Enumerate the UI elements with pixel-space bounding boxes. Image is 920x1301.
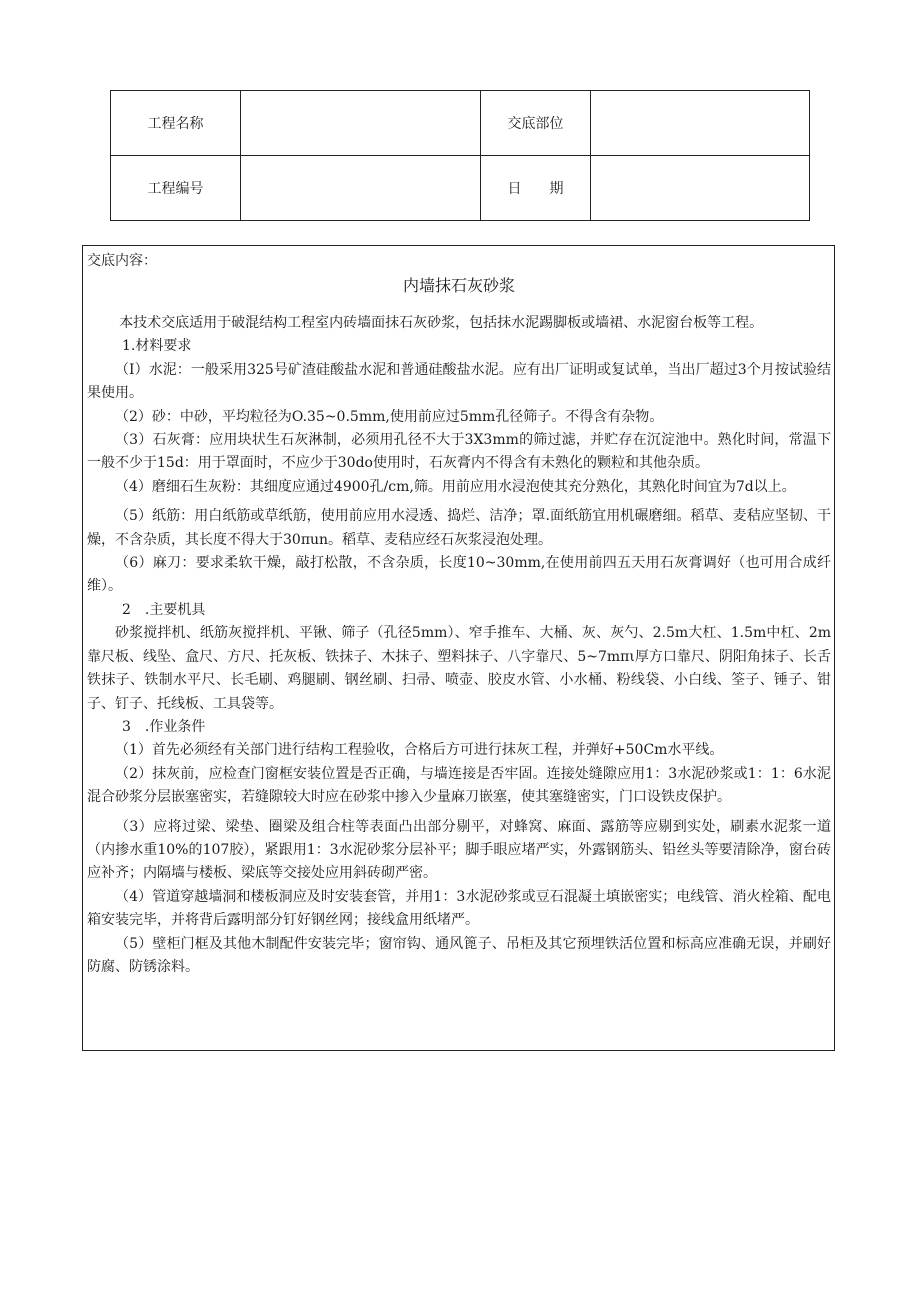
handover-part-value (591, 91, 810, 156)
handover-part-label: 交底部位 (481, 91, 591, 156)
date-value (591, 156, 810, 221)
project-name-value (241, 91, 481, 156)
date-label: 日 期 (481, 156, 591, 221)
tools-list: 砂浆搅拌机、纸筋灰搅拌机、平锹、筛子（孔径5mm）、窄手推车、大桶、灰、灰勺、2.5m大杠、1.5m中杠、2m靠尺板、线坠、盒尺、方尺、托灰板、铁抹子、木抹子、塑料抹子、八字靠尺、5~7mπι厚方口靠尺、阴阳角抹子、长舌铁抹子、铁制水平尺、长毛刷、鸡腿刷、钢丝刷、扫帚、喷壶、胶皮水管、小水桶、粉线袋、小白线、筌子、锤子、钳子、钉子、托线板、工具袋等。 (87, 625, 831, 712)
conditions-item-5: （5）壁柜门框及其他木制配件安装完毕；窗帘钩、通风篦子、吊柜及其它预埋铁活位置和标高应准确无误，并刷好防腐、防锈涂料。 (87, 935, 831, 975)
project-number-label: 工程编号 (111, 156, 241, 221)
content-box (82, 245, 835, 1051)
section-heading-materials: 1.材料要求 (122, 338, 192, 355)
materials-item-paper-fiber: （5）纸筋：用白纸筋或草纸筋，使用前应用水浸透、捣烂、洁净；罩.面纸筋宜用机碾磨细。稻草、麦秸应坚韧、干燥，不含杂质，其长度不得大于30πun。稻草、麦秸应经石灰浆浸泡处理。 (87, 508, 831, 548)
materials-item-lime-powder: （4）磨细石生灰粉：其细度应通过4900孔/cm,筛。用前应用水浸泡使其充分熟化，其熟化时间宜为7d以上。 (115, 478, 796, 495)
conditions-item-1: （1）首先必须经有关部门进行结构工程验收，合格后方可进行抹灰工程，并弹好+50Cm水平线。 (115, 742, 724, 759)
section-heading-tools: 2 .主要机具 (122, 601, 206, 618)
header-row-2 (111, 156, 810, 221)
content-label: 交底内容： (87, 253, 157, 269)
conditions-item-3: （3）应将过梁、梁垫、圈梁及组合柱等表面凸出部分剔平，对蜂窝、麻面、露筋等应剔到实处，刷素水泥浆一道（内掺水重10%的107胶），紧跟用1：3水泥砂浆分层补平；脚手眼应堵严实，外露钢筋头、铅丝头等要清除净，窗台砖应补齐；内隔墙与楼板、梁底等交接处应用斜砖砌严密。 (87, 818, 831, 882)
materials-item-lime-paste: （3）石灰膏：应用块状生石灰淋制，必须用孔径不大于3X3mm的筛过滤，并贮存在沉淀池中。熟化时间，常温下一般不少于15d：用于罩面时，不应少于30do使用时，石灰膏内不得含有未熟化的颗粒和其他杂质。 (87, 432, 831, 472)
intro-paragraph: 本技术交底适用于破混结构工程室内砖墙面抹石灰砂浆，包括抹水泥踢脚板或墙裙、水泥窗台板等工程。 (119, 315, 764, 331)
project-number-value (241, 156, 481, 221)
conditions-item-2: （2）抹灰前，应检查门窗框安装位置是否正确，与墙连接是否牢固。连接处缝隙应用1：3水泥砂浆或1：1：6水泥混合砂浆分层嵌塞密实，若缝隙较大时应在砂浆中掺入少量麻刀嵌塞，使其塞缝密实，门口设铁皮保护。 (87, 765, 831, 806)
document-title: 内墙抹石灰砂浆 (402, 276, 515, 295)
materials-item-hemp: （6）麻刀：要求柔软干燥，敲打松散，不含杂质，长度10~30mm,在使用前四五天用石灰膏调好（也可用合成纤维）。 (87, 555, 831, 595)
conditions-item-4: （4）管道穿越墙洞和楼板洞应及时安装套管，并用1：3水泥砂浆或豆石混凝土填嵌密实；电线管、消火栓箱、配电箱安装完毕，并将背后露明部分钉好钢丝网；接线盒用纸堵严。 (87, 888, 831, 929)
header-row-1 (111, 91, 810, 156)
project-name-label: 工程名称 (111, 91, 241, 156)
materials-item-cement: （I）水泥：一般采用325号矿渣硅酸盐水泥和普通硅酸盐水泥。应有出厂证明或复试单，当出厂超过3个月按试验结果使用。 (87, 361, 831, 402)
section-heading-conditions: 3 .作业条件 (122, 718, 206, 735)
header-table (110, 90, 810, 221)
materials-item-sand: （2）砂：中砂，平均粒径为O.35~0.5mm,使用前应过5mm孔径筛子。不得含有杂物。 (115, 408, 664, 425)
